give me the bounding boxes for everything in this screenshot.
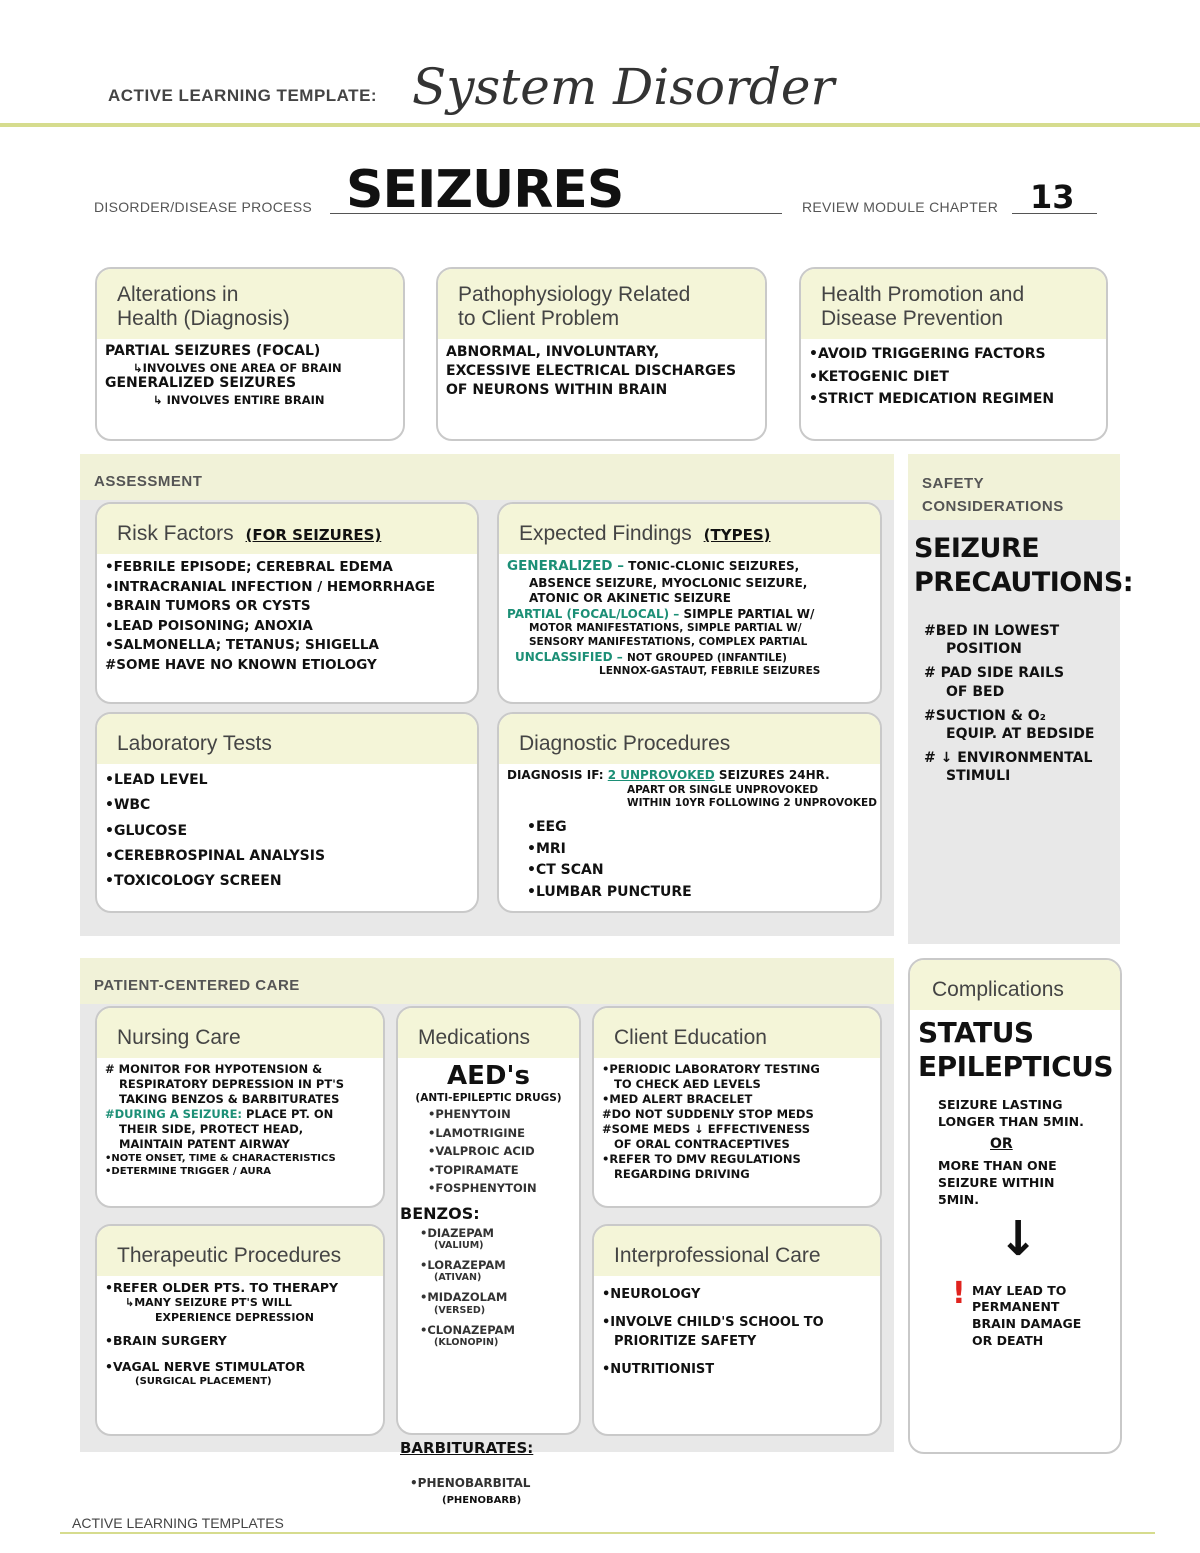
health-promo-title-line1: Health Promotion and — [821, 283, 1025, 306]
assessment-label: ASSESSMENT — [94, 473, 203, 490]
disorder-value: SEIZURES — [346, 160, 624, 220]
nursing-line: •DETERMINE TRIGGER / AURA — [105, 1165, 272, 1177]
benzo-item — [420, 1258, 579, 1284]
risk-title-text: Risk Factors — [117, 522, 234, 545]
alterations-line: ↳ INVOLVES ENTIRE BRAIN — [153, 392, 325, 407]
lab-line: •WBC — [105, 797, 151, 814]
medications-title: Medications — [398, 1008, 579, 1058]
diag-line: •LUMBAR PUNCTURE — [527, 884, 692, 901]
safety-item-b: STIMULI — [946, 768, 1011, 785]
unclassified-text: NOT GROUPED (INFANTILE) — [626, 651, 787, 664]
footer-label: ACTIVE LEARNING TEMPLATES — [72, 1515, 284, 1531]
interpro-line: •INVOLVE CHILD'S SCHOOL TO — [602, 1315, 824, 1331]
therapeutic-procedures-title: Therapeutic Procedures — [97, 1226, 383, 1276]
complication-line: 5MIN. — [938, 1191, 979, 1207]
footer-rule — [60, 1532, 1155, 1534]
alterations-title — [97, 269, 403, 339]
generalized-label: GENERALIZED – — [507, 558, 624, 575]
safety-heading-line2: PRECAUTIONS: — [914, 566, 1134, 598]
safety-list — [924, 622, 1114, 786]
safety-item-a: #BED IN LOWEST — [924, 623, 1060, 639]
benzo-name: •MIDAZOLAM — [420, 1290, 508, 1305]
education-line: TO CHECK AED LEVELS — [614, 1077, 761, 1092]
complication-line: SEIZURE LASTING — [938, 1097, 1063, 1113]
diag-line: •CT SCAN — [527, 862, 604, 879]
outcome-line: OR DEATH — [972, 1333, 1044, 1349]
interpro-line: •NUTRITIONIST — [602, 1361, 715, 1377]
benzo-item — [420, 1323, 579, 1349]
nursing-line: •NOTE ONSET, TIME & CHARACTERISTICS — [105, 1152, 336, 1164]
chapter-value: 13 — [1030, 178, 1075, 216]
lab-line: •GLUCOSE — [105, 822, 188, 839]
barbiturate-brand: (PHENOBARB) — [442, 1495, 522, 1506]
education-line: #DO NOT SUDDENLY STOP MEDS — [602, 1106, 814, 1121]
education-line: •PERIODIC LABORATORY TESTING — [602, 1062, 820, 1077]
dx-line: WITHIN 10YR FOLLOWING 2 UNPROVOKED — [627, 797, 877, 810]
outcome-line: MAY LEAD TO — [972, 1282, 1067, 1298]
safety-item-a: # PAD SIDE RAILS — [924, 665, 1065, 682]
nursing-line: MAINTAIN PATENT AIRWAY — [119, 1136, 290, 1151]
nursing-care-title: Nursing Care — [97, 1008, 383, 1058]
template-title: System Disorder — [412, 58, 835, 116]
safety-item-a: # ↓ ENVIRONMENTAL — [924, 750, 1093, 767]
complication-line: SEIZURE WITHIN — [938, 1174, 1055, 1190]
interpro-line: PRIORITIZE SAFETY — [614, 1333, 757, 1349]
benzo-name: •CLONAZEPAM — [420, 1322, 515, 1337]
laboratory-tests-box — [95, 712, 479, 913]
partial-line: MOTOR MANIFESTATIONS, SIMPLE PARTIAL W/ — [529, 622, 802, 635]
partial-text: SIMPLE PARTIAL W/ — [683, 606, 815, 621]
safety-item-b: OF BED — [946, 683, 1005, 700]
alterations-title-line2: Health (Diagnosis) — [117, 307, 290, 331]
benzo-name: •LORAZEPAM — [420, 1258, 506, 1273]
patho-title-line1: Pathophysiology Related — [458, 283, 691, 306]
benzo-brand: (VERSED) — [434, 1304, 486, 1316]
aed-item: •PHENYTOIN — [428, 1107, 511, 1122]
interprofessional-care-title: Interprofessional Care — [594, 1226, 880, 1276]
risk-line: •FEBRILE EPISODE; CEREBRAL EDEMA — [105, 559, 393, 576]
safety-item-b: EQUIP. AT BEDSIDE — [946, 725, 1095, 742]
complication-line: LONGER THAN 5MIN. — [938, 1114, 1084, 1130]
safety-item-b: POSITION — [946, 641, 1022, 658]
risk-line: #SOME HAVE NO KNOWN ETIOLOGY — [105, 656, 377, 673]
health-promo-line: •KETOGENIC DIET — [809, 368, 949, 385]
expected-findings-box — [497, 502, 882, 704]
education-line: •MED ALERT BRACELET — [602, 1092, 753, 1107]
laboratory-tests-title: Laboratory Tests — [97, 714, 477, 764]
nursing-line: RESPIRATORY DEPRESSION IN PT'S — [119, 1077, 344, 1092]
complications-heading-line2: EPILEPTICUS — [918, 1049, 1114, 1083]
lab-line: •CEREBROSPINAL ANALYSIS — [105, 847, 326, 864]
therapeutic-line: •REFER OLDER PTS. TO THERAPY — [105, 1280, 339, 1296]
dx-highlight: 2 UNPROVOKED — [607, 768, 715, 783]
partial-line: SENSORY MANIFESTATIONS, COMPLEX PARTIAL — [529, 636, 808, 649]
health-promo-line: •AVOID TRIGGERING FACTORS — [809, 346, 1046, 363]
therapeutic-procedures-box — [95, 1224, 385, 1436]
disorder-label: DISORDER/DISEASE PROCESS — [94, 199, 313, 215]
complications-title: Complications — [910, 960, 1120, 1010]
during-seizure-text: PLACE PT. ON — [246, 1106, 334, 1121]
risk-line: •INTRACRANIAL INFECTION / HEMORRHAGE — [105, 578, 436, 595]
generalized-line: ATONIC OR AKINETIC SEIZURE — [529, 591, 731, 606]
aed-item: •VALPROIC ACID — [428, 1144, 535, 1159]
safety-heading-line1: SEIZURE — [914, 533, 1040, 564]
barbiturates-label: BARBITURATES: — [400, 1439, 534, 1457]
safety-label-line1: SAFETY — [922, 475, 985, 492]
education-line: #SOME MEDS ↓ EFFECTIVENESS — [602, 1121, 811, 1136]
benzo-item — [420, 1226, 579, 1252]
diag-line: •EEG — [527, 819, 567, 836]
outcome-line: PERMANENT — [972, 1299, 1060, 1315]
therapeutic-line: EXPERIENCE DEPRESSION — [155, 1310, 314, 1324]
risk-line: •BRAIN TUMORS OR CYSTS — [105, 598, 311, 615]
complications-box — [908, 958, 1122, 1454]
safety-item — [924, 707, 1114, 743]
client-education-box — [592, 1006, 882, 1208]
aed-subheading: (ANTI-EPILEPTIC DRUGS) — [415, 1091, 562, 1104]
benzo-brand: (VALIUM) — [434, 1240, 484, 1252]
unclassified-line: LENNOX-GASTAUT, FEBRILE SEIZURES — [599, 665, 821, 678]
down-arrow-icon: ↓ — [998, 1210, 1039, 1267]
expected-title-note: (TYPES) — [703, 526, 771, 544]
diagnostic-procedures-title: Diagnostic Procedures — [499, 714, 880, 764]
interpro-line: •NEUROLOGY — [602, 1287, 701, 1303]
therapeutic-line: •BRAIN SURGERY — [105, 1332, 227, 1348]
expected-findings-title — [499, 504, 880, 554]
during-seizure-label: #DURING A SEIZURE: — [105, 1106, 243, 1121]
risk-factors-title — [97, 504, 477, 554]
complication-or: OR — [990, 1136, 1013, 1153]
generalized-line: ABSENCE SEIZURE, MYOCLONIC SEIZURE, — [529, 575, 808, 590]
risk-title-note: (FOR SEIZURES) — [245, 526, 382, 544]
safety-item-a: #SUCTION & O₂ — [924, 707, 1046, 724]
complication-line: MORE THAN ONE — [938, 1157, 1057, 1173]
alterations-title-line1: Alterations in — [117, 283, 239, 306]
interprofessional-care-box — [592, 1224, 882, 1436]
education-line: OF ORAL CONTRACEPTIVES — [614, 1136, 790, 1151]
patho-line: ABNORMAL, INVOLUNTARY, — [446, 344, 660, 361]
risk-factors-box — [95, 502, 479, 704]
aed-item: •TOPIRAMATE — [428, 1162, 519, 1177]
nursing-care-box — [95, 1006, 385, 1208]
diag-line: •MRI — [527, 840, 566, 857]
expected-title-text: Expected Findings — [519, 522, 692, 545]
unclassified-label: UNCLASSIFIED – — [515, 649, 623, 664]
pathophysiology-title — [438, 269, 765, 339]
benzos-label: BENZOS: — [400, 1204, 480, 1224]
pathophysiology-box — [436, 267, 767, 441]
diagnostic-procedures-box — [497, 712, 882, 913]
lab-line: •TOXICOLOGY SCREEN — [105, 872, 282, 889]
alterations-line: GENERALIZED SEIZURES — [105, 375, 297, 392]
benzo-name: •DIAZEPAM — [420, 1225, 494, 1240]
therapeutic-line: (SURGICAL PLACEMENT) — [135, 1376, 272, 1388]
benzo-item — [420, 1290, 579, 1316]
safety-heading — [914, 532, 1134, 600]
safety-label — [922, 473, 1064, 518]
health-promo-title-line2: Disease Prevention — [821, 307, 1004, 331]
nursing-line: # MONITOR FOR HYPOTENSION & — [105, 1062, 323, 1077]
medications-box — [396, 1006, 581, 1435]
pcc-label: PATIENT-CENTERED CARE — [94, 977, 300, 994]
safety-label-line2: CONSIDERATIONS — [922, 497, 1064, 515]
patho-line: EXCESSIVE ELECTRICAL DISCHARGES — [446, 363, 737, 380]
nursing-line: TAKING BENZOS & BARBITURATES — [119, 1092, 340, 1107]
aed-item: •LAMOTRIGINE — [428, 1125, 525, 1140]
risk-line: •LEAD POISONING; ANOXIA — [105, 617, 313, 634]
education-line: •REFER TO DMV REGULATIONS — [602, 1151, 801, 1166]
safety-item — [924, 622, 1114, 658]
therapeutic-line: •VAGAL NERVE STIMULATOR — [105, 1359, 306, 1375]
dx-label: DIAGNOSIS IF: — [507, 768, 604, 783]
health-promotion-title — [801, 269, 1106, 339]
health-promo-line: •STRICT MEDICATION REGIMEN — [809, 391, 1055, 408]
safety-item — [924, 664, 1114, 700]
outcome-line: BRAIN DAMAGE — [972, 1316, 1082, 1332]
patho-title-line2: to Client Problem — [458, 307, 620, 331]
safety-item — [924, 749, 1114, 785]
risk-line: •SALMONELLA; TETANUS; SHIGELLA — [105, 637, 379, 654]
alterations-line: PARTIAL SEIZURES (FOCAL) — [105, 343, 321, 360]
partial-label: PARTIAL (FOCAL/LOCAL) – — [507, 606, 680, 621]
patho-line: OF NEURONS WITHIN BRAIN — [446, 382, 668, 399]
review-chapter-label: REVIEW MODULE CHAPTER — [802, 199, 999, 215]
complications-heading — [910, 1016, 1120, 1083]
generalized-text: TONIC-CLONIC SEIZURES, — [628, 559, 800, 574]
lab-line: •LEAD LEVEL — [105, 772, 208, 789]
nursing-line: THEIR SIDE, PROTECT HEAD, — [119, 1121, 304, 1136]
dx-text: SEIZURES 24HR. — [718, 768, 830, 783]
aed-item: •FOSPHENYTOIN — [428, 1180, 537, 1195]
therapeutic-line: ↳MANY SEIZURE PT'S WILL — [125, 1296, 292, 1310]
aed-heading: AED's — [447, 1061, 530, 1092]
template-label: ACTIVE LEARNING TEMPLATE: — [108, 86, 378, 105]
complications-heading-line1: STATUS — [918, 1016, 1034, 1050]
alterations-box — [95, 267, 405, 441]
client-education-title: Client Education — [594, 1008, 880, 1058]
health-promotion-box — [799, 267, 1108, 441]
benzo-brand: (KLONOPIN) — [434, 1336, 499, 1348]
benzo-brand: (ATIVAN) — [434, 1272, 482, 1284]
alterations-line: ↳INVOLVES ONE AREA OF BRAIN — [133, 360, 342, 375]
warning-icon: ! — [952, 1275, 966, 1311]
dx-line: APART OR SINGLE UNPROVOKED — [627, 783, 819, 796]
education-line: REGARDING DRIVING — [614, 1166, 750, 1181]
header-rule — [0, 123, 1200, 127]
barbiturate-name: •PHENOBARBITAL — [410, 1476, 531, 1490]
